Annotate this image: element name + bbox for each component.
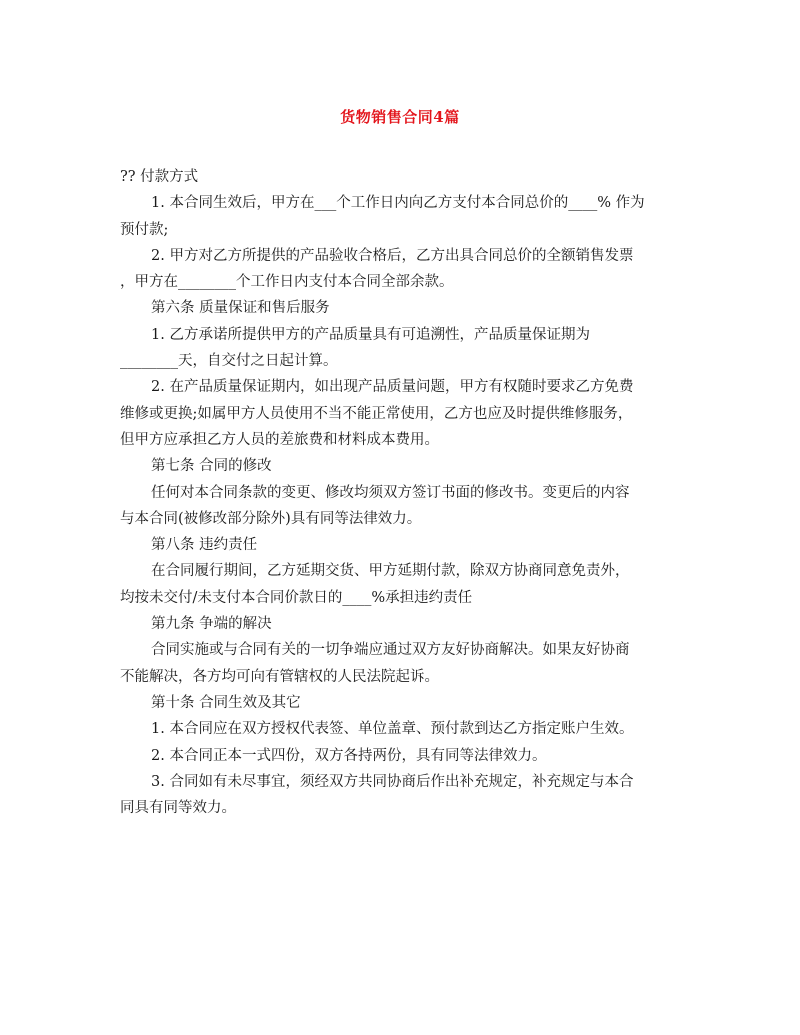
text-line: ?? 付款方式 — [120, 169, 199, 185]
section-heading: 第七条 合同的修改 — [151, 458, 272, 475]
text-line: 1. 乙方承诺所提供甲方的产品质量具有可追溯性，产品质量保证期为 — [151, 326, 590, 343]
text-line: 维修或更换;如属甲方人员使用不当不能正常使用，乙方也应及时提供维修服务， — [120, 405, 633, 422]
section-heading: 第八条 违约责任 — [151, 537, 258, 554]
text-line: 2. 本合同正本一式四份，双方各持两份，具有同等法律效力。 — [151, 747, 547, 764]
text-line: 与本合同(被修改部分除外)具有同等法律效力。 — [120, 510, 422, 527]
text-line: 2. 甲方对乙方所提供的产品验收合格后，乙方出具合同总价的全额销售发票 — [151, 247, 634, 264]
text-line: ，甲方在________个工作日内支付本合同全部余款。 — [120, 274, 454, 291]
text-line: 任何对本合同条款的变更、修改均须双方签订书面的修改书。变更后的内容 — [151, 484, 630, 501]
text-line: 3. 合同如有未尽事宜，须经双方共同协商后作出补充规定，补充规定与本合 — [151, 773, 634, 790]
text-line: 2. 在产品质量保证期内，如出现产品质量问题，甲方有权随时要求乙方免费 — [151, 379, 634, 396]
text-line: 均按未交付/未支付本合同价款日的____%承担违约责任 — [120, 589, 473, 606]
text-line: 不能解决，各方均可向有管辖权的人民法院起诉。 — [120, 668, 439, 685]
document-body — [120, 164, 690, 821]
text-line: 预付款; — [120, 221, 169, 238]
text-line: 但甲方应承担乙方人员的差旅费和材料成本费用。 — [120, 431, 439, 448]
text-line: 在合同履行期间，乙方延期交货、甲方延期付款，除双方协商同意免责外， — [151, 563, 630, 580]
text-line: 合同实施或与合同有关的一切争端应通过双方友好协商解决。如果友好协商 — [151, 642, 630, 659]
section-heading: 第十条 合同生效及其它 — [151, 694, 301, 711]
document-title: 货物销售合同4篇 — [340, 108, 460, 126]
section-heading: 第六条 质量保证和售后服务 — [151, 300, 330, 317]
text-line: 1. 本合同应在双方授权代表签、单位盖章、预付款到达乙方指定账户生效。 — [151, 721, 634, 738]
text-line: 1. 本合同生效后，甲方在___个工作日内向乙方支付本合同总价的____% 作为 — [151, 195, 645, 212]
text-line: 同具有同等效力。 — [120, 800, 236, 817]
section-heading: 第九条 争端的解决 — [151, 616, 272, 633]
text-line: ________天，自交付之日起计算。 — [120, 353, 338, 370]
